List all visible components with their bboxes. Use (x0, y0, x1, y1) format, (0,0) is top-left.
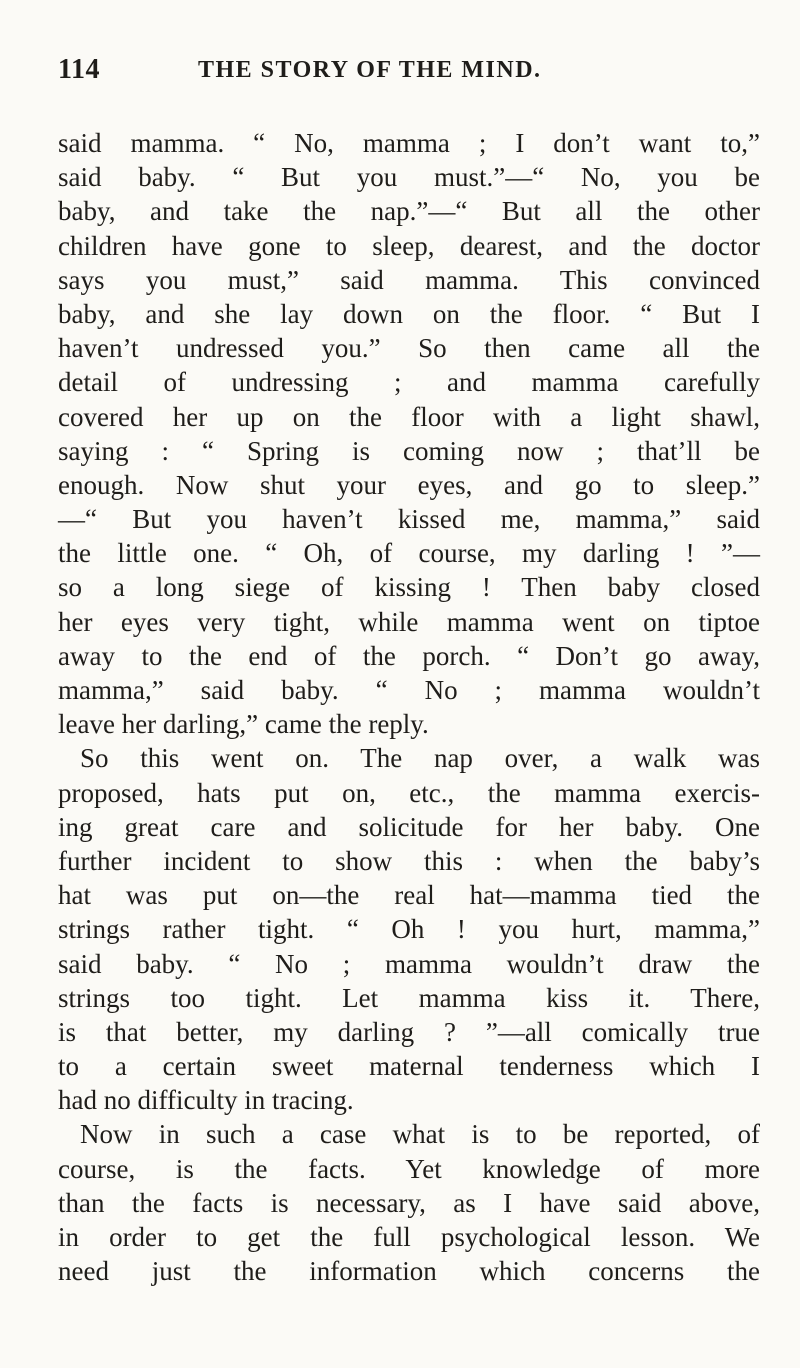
text-line: baby, and take the nap.”—“ But all the other (58, 196, 760, 227)
text-line: to a certain sweet maternal tenderness which I (58, 1051, 760, 1082)
text-line: than the facts is necessary, as I have said above, (58, 1187, 760, 1218)
text-line: strings too tight. Let mamma kiss it. There, (58, 982, 760, 1013)
text-line: Now in such a case what is to be reported, of (80, 1119, 760, 1150)
text-line: hat was put on—the real hat—mamma tied the (58, 880, 760, 911)
text-line: her eyes very tight, while mamma went on tiptoe (58, 606, 760, 637)
text-line: mamma,” said baby. “ No ; mamma wouldn’t (58, 675, 760, 705)
page-body (58, 126, 760, 1288)
running-head: THE STORY OF THE MIND. (198, 57, 542, 83)
text-line: saying : “ Spring is coming now ; that’ll be (58, 435, 760, 466)
text-line: in order to get the full psychological lesson. We (58, 1222, 760, 1252)
text-line: haven’t undressed you.” So then came all the (58, 333, 760, 364)
text-line: away to the end of the porch. “ Don’t go away, (58, 640, 760, 671)
text-line: covered her up on the floor with a light shawl, (58, 401, 760, 432)
text-line: the little one. “ Oh, of course, my darling ! ”— (58, 538, 760, 569)
text-line: further incident to show this : when the baby’s (58, 845, 760, 876)
text-line: baby, and she lay down on the floor. “ But I (58, 298, 760, 329)
text-line: enough. Now shut your eyes, and go to sleep.” (58, 469, 760, 500)
text-line: strings rather tight. “ Oh ! you hurt, mamma,” (58, 914, 760, 945)
text-line: course, is the facts. Yet knowledge of more (58, 1153, 760, 1184)
text-line: said mamma. “ No, mamma ; I don’t want to,” (58, 128, 760, 158)
text-line: says you must,” said mamma. This convinced (58, 264, 760, 295)
text-line: said baby. “ No ; mamma wouldn’t draw the (58, 948, 760, 979)
text-line: ing great care and solicitude for her baby. One (58, 811, 760, 842)
text-line: is that better, my darling ? ”—all comically true (58, 1016, 760, 1047)
text-line: children have gone to sleep, dearest, and the doctor (58, 230, 760, 261)
text-line: need just the information which concerns the (58, 1256, 760, 1287)
text-line: leave her darling,” came the reply. (58, 709, 429, 740)
text-line: detail of undressing ; and mamma carefully (58, 367, 760, 398)
text-line: said baby. “ But you must.”—“ No, you be (58, 162, 760, 193)
page-number: 114 (58, 54, 100, 85)
text-line: had no difficulty in tracing. (58, 1085, 354, 1116)
text-line: proposed, hats put on, etc., the mamma exercis- (58, 777, 760, 808)
text-line: So this went on. The nap over, a walk was (80, 743, 760, 774)
page-header (58, 50, 758, 90)
text-line: —“ But you haven’t kissed me, mamma,” said (58, 504, 760, 535)
text-line: so a long siege of kissing ! Then baby closed (58, 572, 760, 603)
